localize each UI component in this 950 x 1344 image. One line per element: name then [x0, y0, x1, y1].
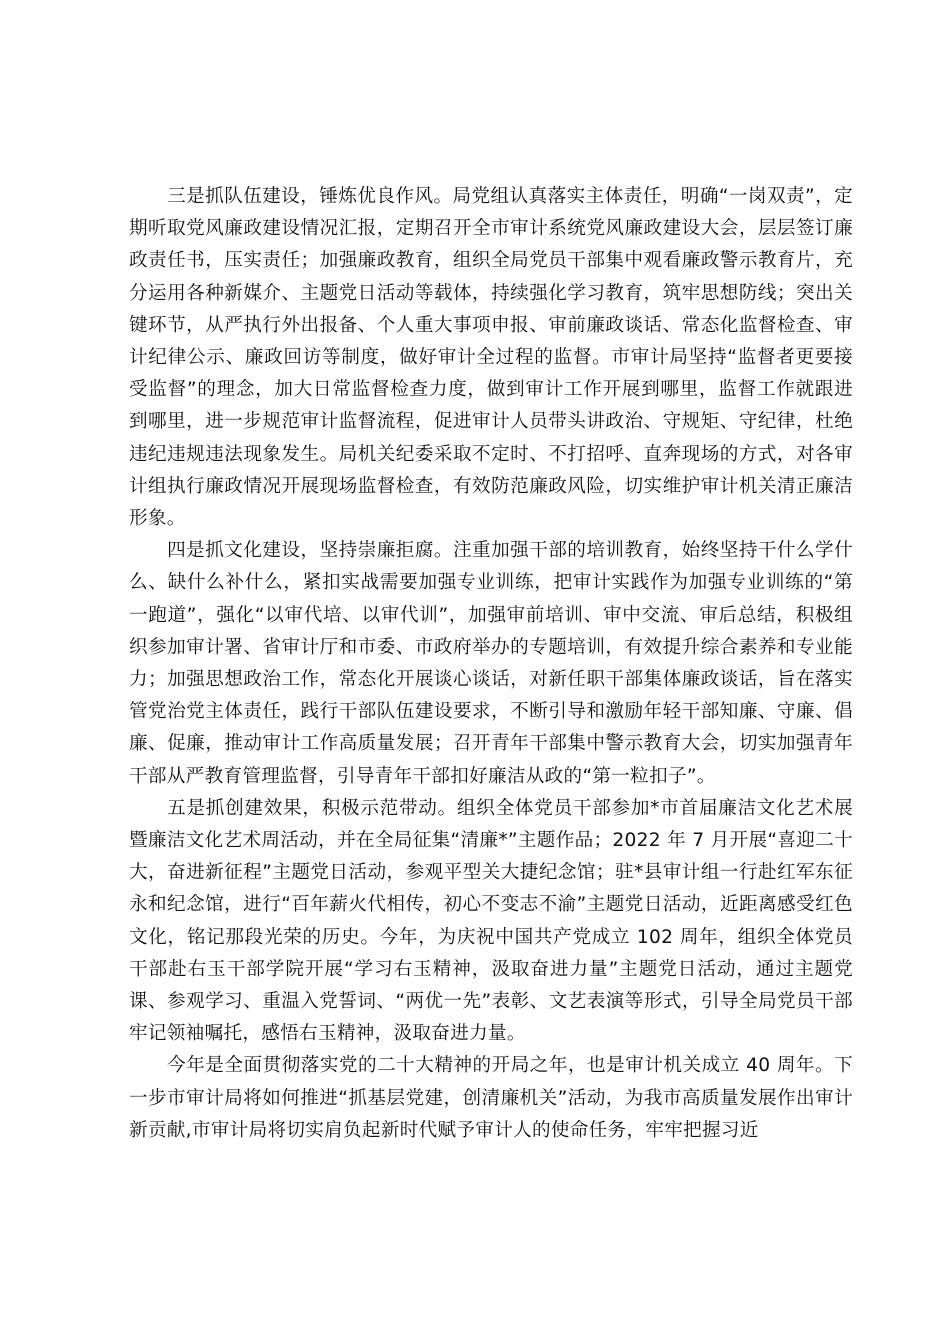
paragraph-creation-effect: 五是抓创建效果，积极示范带动。组织全体党员干部参加*市首届廉洁文化艺术展暨廉洁文化艺术周活动，并在全局征集“清廉*”主题作品；2022 年 7 月开展“喜迎二十大，奋进新征程”主题党日活动，参观平型关大捷纪念馆；驻*县审计组一行赴红军东征永和纪念馆，进行“百年薪火代相传，初心不变志不渝”主题党日活动，近距离感受红色文化，铭记那段光荣的历史。今年，为庆祝中国共产党成立 102 周年，组织全体党员干部赴右玉干部学院开展“学习右玉精神，汲取奋进力量”主题党日活动，通过主题党课、参观学习、重温入党誓词、“两优一先”表彰、文艺表演等形式，引导全局党员干部牢记领袖嘱托，感悟右玉精神，汲取奋进力量。	[129, 797, 853, 1045]
document-body	[129, 181, 853, 1147]
paragraph-team-building: 三是抓队伍建设，锤炼优良作风。局党组认真落实主体责任，明确“一岗双责”，定期听取党风廉政建设情况汇报，定期召开全市审计系统党风廉政建设大会，层层签订廉政责任书，压实责任；加强廉政教育，组织全局党员干部集中观看廉政警示教育片，充分运用各种新媒介、主题党日活动等载体，持续强化学习教育，筑牢思想防线；突出关键环节，从严执行外出报备、个人重大事项申报、审前廉政谈话、常态化监督检查、审计纪律公示、廉政回访等制度，做好审计全过程的监督。市审计局坚持“监督者更要接受监督”的理念，加大日常监督检查力度，做到审计工作开展到哪里，监督工作就跟进到哪里，进一步规范审计监督流程，促进审计人员带头讲政治、守规矩、守纪律，杜绝违纪违规违法现象发生。局机关纪委采取不定时、不打招呼、直奔现场的方式，对各审计组执行廉政情况开展现场监督检查，有效防范廉政风险，切实维护审计机关清正廉洁形象。	[129, 186, 853, 530]
paragraph-culture-building: 四是抓文化建设，坚持崇廉拒腐。注重加强干部的培训教育，始终坚持干什么学什么、缺什么补什么，紧扣实战需要加强专业训练，把审计实践作为加强专业训练的“第一跑道”，强化“以审代培、以审代训”，加强审前培训、审中交流、审后总结，积极组织参加审计署、省审计厅和市委、市政府举办的专题培训，有效提升综合素养和专业能力；加强思想政治工作，常态化开展谈心谈话，对新任职干部集体廉政谈话，旨在落实管党治党主体责任，践行干部队伍建设要求，不断引导和激励年轻干部知廉、守廉、倡廉、促廉，推动审计工作高质量发展；召开青年干部集中警示教育大会，切实加强青年干部从严教育管理监督，引导青年干部扣好廉洁从政的“第一粒扣子”。	[129, 540, 853, 787]
paragraph-next-steps: 今年是全面贯彻落实党的二十大精神的开局之年，也是审计机关成立 40 周年。下一步市审计局将如何推进“抓基层党建，创清廉机关”活动，为我市高质量发展作出审计新贡献,市审计局将切实肩负起新时代赋予审计人的使命任务，牢牢把握习近	[129, 1055, 853, 1141]
